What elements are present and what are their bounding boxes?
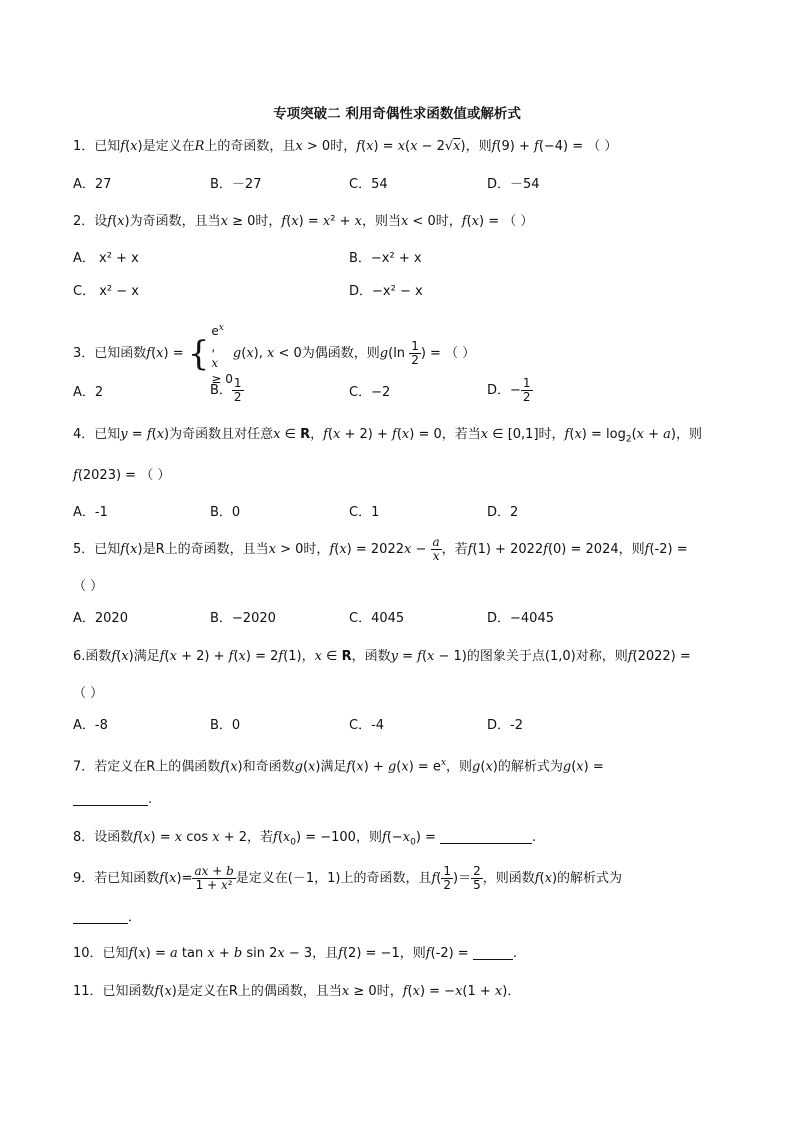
q6-option-a[interactable]: A．-8 — [73, 718, 108, 733]
q1-option-c[interactable]: C．54 — [349, 177, 388, 192]
q5-option-c[interactable]: C．4045 — [349, 611, 405, 626]
q3-option-a[interactable]: A．2 — [73, 385, 104, 400]
question-3: 3．已知函数f(x) = { $e^x$ , x ≥ 0 g(x), x < 0 为偶函数，则g(ln $\frac{1}{2}$ ) = （ ） — [73, 323, 476, 386]
question-7: 7．若定义在R上的偶函数f(x)和奇函数g(x)满足$f(x) + g(x) = e^x$，则g(x)的解析式为g(x) = — [73, 758, 604, 775]
q2-option-c[interactable]: C． x² − x — [73, 284, 139, 299]
answer-blank[interactable] — [73, 909, 128, 924]
question-2: 2．设f(x)为奇函数，且当x ≥ 0时，f(x) = x² + x，则当x < 0时，f(x) = （ ） — [73, 214, 534, 229]
q5-option-b[interactable]: B．−2020 — [210, 611, 276, 626]
question-4-cont: f(2023) = （ ） — [73, 468, 171, 483]
q1-option-d[interactable]: D．－54 — [487, 177, 540, 192]
question-10: 10．已知f(x) = a tan x + b sin 2x − 3，且f(2) = −1，则f(-2) = . — [73, 946, 517, 961]
answer-blank[interactable] — [73, 791, 148, 806]
q4-option-b[interactable]: B．0 — [210, 505, 241, 520]
q6-option-c[interactable]: C．-4 — [349, 718, 385, 733]
q5-option-a[interactable]: A．2020 — [73, 611, 128, 626]
question-1: 1．已知f(x)是定义在R上的奇函数，且x > 0时，f(x) = x(x − 2√x)，则f(9) + f(−4) = （ ） — [73, 139, 618, 154]
q1-option-b[interactable]: B．－27 — [210, 177, 262, 192]
answer-blank[interactable] — [473, 945, 513, 960]
q4-option-a[interactable]: A．-1 — [73, 505, 108, 520]
question-6-cont: （ ） — [73, 686, 104, 701]
answer-blank[interactable] — [440, 829, 532, 844]
page-title: 专项突破二 利用奇偶性求函数值或解析式 — [273, 106, 521, 122]
question-8: 8．设函数f(x) = x cos x + 2，若$f(x_0) = -100$，则$f(-x_0)$ = . — [73, 830, 537, 848]
question-5-cont: （ ） — [73, 579, 104, 594]
q4-option-c[interactable]: C．1 — [349, 505, 380, 520]
question-7-answer-line: . — [73, 790, 152, 810]
q1-option-a[interactable]: A．27 — [73, 177, 112, 192]
q3-option-c[interactable]: C．−2 — [349, 385, 391, 400]
q2-option-d[interactable]: D．−x² − x — [349, 284, 423, 299]
question-5: 5．已知f(x)是R上的奇函数，且当x > 0时，f(x) = 2022x − $\frac{a}{x}$ ，若f(1) + 2022f(0) = 2024，则f(-2) = — [73, 535, 688, 563]
question-9-answer-line: ． — [73, 908, 141, 928]
q6-option-d[interactable]: D．-2 — [487, 718, 523, 733]
q3-option-d[interactable]: D．− $\frac{1}{2}$ — [487, 376, 531, 404]
q2-option-a[interactable]: A． x² + x — [73, 251, 139, 266]
question-6: 6.函数f(x)满足f(x + 2) + f(x) = 2f(1)，x ∈ R，函数y = f(x − 1)的图象关于点(1,0)对称，则f(2022) = — [73, 649, 691, 664]
q6-option-b[interactable]: B．0 — [210, 718, 241, 733]
question-9: 9．若已知函数f(x)= $\frac{ax + b}{\text{1 + x²}}$ 是定义在(－1，1)上的奇函数，且f( $\frac{1}{2}$ )＝ $\frac{2}{5}$ ，则函数f(x)的解析式为 — [73, 864, 623, 892]
q4-option-d[interactable]: D．2 — [487, 505, 519, 520]
q5-option-d[interactable]: D．−4045 — [487, 611, 554, 626]
q2-option-b[interactable]: B．−x² + x — [349, 251, 422, 266]
question-11: 11．已知函数f(x)是定义在R上的偶函数，且当x ≥ 0时，f(x) = −x(1 + x)． — [73, 984, 521, 999]
question-4: 4．已知y = f(x)为奇函数且对任意x ∈ R，f(x + 2) + f(x) = 0，若当x ∈ [0,1]时，$f(x) = \log_2(x + a)$，则 — [73, 427, 703, 445]
q3-option-b[interactable]: B． $\frac{1}{2}$ — [210, 376, 242, 404]
